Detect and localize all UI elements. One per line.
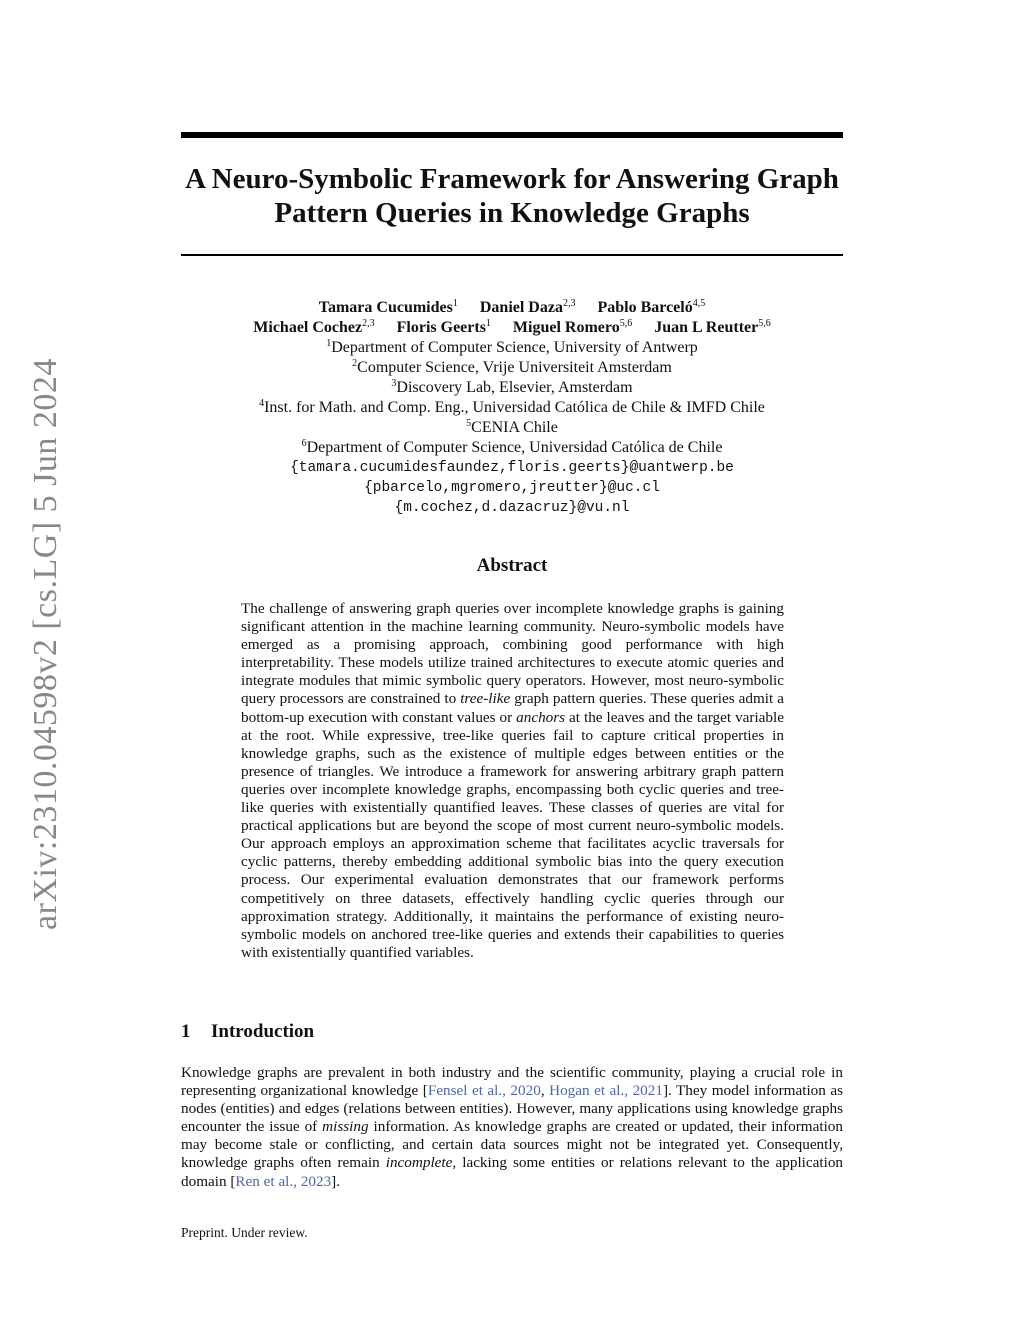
citation-link[interactable]: Fensel et al., 2020 bbox=[427, 1082, 541, 1100]
author: Michael Cochez$^{2,3}$ bbox=[253, 318, 375, 336]
author: Tamara Cucumides$^1$ bbox=[318, 298, 458, 316]
section-number: 1 bbox=[181, 1021, 191, 1042]
affiliation: $^5$CENIA Chile bbox=[466, 418, 558, 436]
title-bottom-rule bbox=[181, 254, 843, 256]
author: Juan L Reutter$^{5,6}$ bbox=[654, 318, 771, 336]
author: Pablo Barceló$^{4,5}$ bbox=[597, 298, 706, 316]
author-row bbox=[181, 318, 843, 338]
introduction-paragraph: Knowledge graphs are prevalent in both industry and the scientific community, playing a crucial role in representing organizational knowledge [Fensel et al., 2020, Hogan et al., 2021]. They model information as nodes (entities) and edges (relations between entities). However, many applications using knowledge graphs encounter the issue of missing information. As knowledge graphs are created or updated, their information may become stale or conflicting, and certain data sources might not be integrated yet. Consequently, knowledge graphs often remain incomplete, lacking some entities or relations relevant to the application domain [Ren et al., 2023]. bbox=[181, 1064, 844, 1190]
section-title: Introduction bbox=[211, 1021, 315, 1042]
abstract-text: The challenge of answering graph queries over incomplete knowledge graphs is gaining significant attention in the machine learning community. Neuro-symbolic models have emerged as a promising approach, combining good performance with high interpretability. These models utilize trained architectures to execute atomic queries and integrate modules that mimic symbolic query operators. However, most neuro-symbolic query processors are constrained to tree-like graph pattern queries. These queries admit a bottom-up execution with constant values or anchors at the leaves and the target variable at the root. While expressive, tree-like queries fail to capture critical properties in knowledge graphs, such as the existence of multiple edges between entities or the presence of triangles. We introduce a framework for answering arbitrary graph pattern queries over incomplete knowledge graphs, encompassing both cyclic queries and tree-like queries with existentially quantified leaves. These classes of queries are vital for practical applications but are beyond the scope of most current neuro-symbolic models. Our approach employs an approximation scheme that facilitates acyclic traversals for cyclic patterns, thereby embedding additional symbolic bias into the query execution process. Our experimental evaluation demonstrates that our framework performs competitively on three datasets, effectively handling cyclic queries through our approximation strategy. Additionally, it maintains the performance of existing neuro-symbolic models on anchored tree-like queries and extends their capabilities to queries with existentially quantified variables. bbox=[241, 600, 785, 961]
affiliation: $^3$Discovery Lab, Elsevier, Amsterdam bbox=[391, 378, 633, 396]
affiliation: $^6$Department of Computer Science, Universidad Católica de Chile bbox=[301, 438, 723, 456]
email-line: {m.cochez,d.dazacruz}@vu.nl bbox=[394, 500, 630, 516]
affiliation: $^4$Inst. for Math. and Comp. Eng., Universidad Católica de Chile & IMFD Chile bbox=[259, 398, 765, 416]
title-line-1: A Neuro-Symbolic Framework for Answering Graph bbox=[185, 163, 839, 195]
author-block bbox=[181, 298, 843, 518]
abstract-heading: Abstract bbox=[476, 555, 548, 576]
title-line-2: Pattern Queries in Knowledge Graphs bbox=[274, 197, 750, 229]
author: Daniel Daza$^{2,3}$ bbox=[479, 298, 576, 316]
author-row bbox=[181, 298, 843, 318]
affiliation: $^1$Department of Computer Science, University of Antwerp bbox=[326, 338, 698, 356]
title-top-rule bbox=[181, 132, 843, 138]
email-line: {pbarcelo,mgromero,jreutter}@uc.cl bbox=[364, 480, 660, 496]
section-heading-introduction bbox=[181, 1021, 314, 1043]
citation-link[interactable]: Hogan et al., 2021 bbox=[549, 1082, 663, 1100]
arxiv-identifier: arXiv:2310.04598v2 [cs.LG] 5 Jun 2024 bbox=[27, 358, 64, 930]
citation-link[interactable]: Ren et al., 2023 bbox=[235, 1172, 332, 1190]
author: Miguel Romero$^{5,6}$ bbox=[512, 318, 633, 336]
author: Floris Geerts$^1$ bbox=[396, 318, 491, 336]
email-line: {tamara.cucumidesfaundez,floris.geerts}@uantwerp.be bbox=[290, 460, 734, 476]
paper-title bbox=[181, 162, 843, 230]
footer-note: Preprint. Under review. bbox=[181, 1225, 308, 1240]
affiliation: $^2$Computer Science, Vrije Universiteit Amsterdam bbox=[352, 358, 672, 376]
